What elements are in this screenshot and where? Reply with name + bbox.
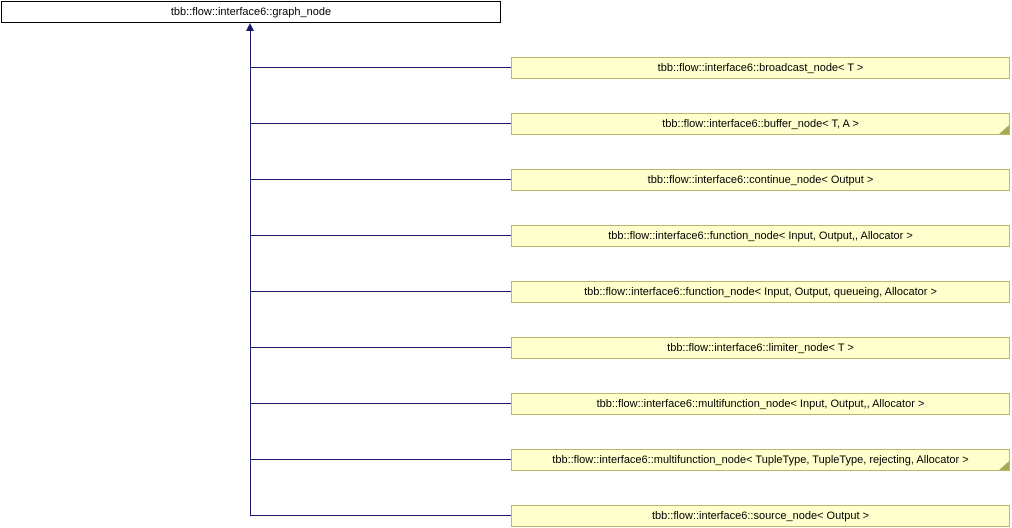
class-node-label: tbb::flow::interface6::function_node< Input, Output, queueing, Allocator > xyxy=(584,286,937,298)
inheritance-row xyxy=(0,57,1012,79)
class-node-label: tbb::flow::interface6::multifunction_node< TupleType, TupleType, rejecting, Allocator > xyxy=(552,454,969,466)
class-node-source-node[interactable] xyxy=(511,505,1010,527)
class-node-function-node-queueing[interactable] xyxy=(511,281,1010,303)
inheritance-edge xyxy=(250,291,511,292)
class-node-graph-node[interactable] xyxy=(1,1,501,23)
inheritance-row xyxy=(0,113,1012,135)
class-node-function-node[interactable] xyxy=(511,225,1010,247)
class-node-multifunction-node[interactable] xyxy=(511,393,1010,415)
class-node-label: tbb::flow::interface6::function_node< Input, Output,, Allocator > xyxy=(608,230,913,242)
inheritance-edge xyxy=(250,123,511,124)
inheritance-edge xyxy=(250,67,511,68)
class-node-buffer-node[interactable] xyxy=(511,113,1010,135)
inheritance-edge xyxy=(250,235,511,236)
class-node-limiter-node[interactable] xyxy=(511,337,1010,359)
inheritance-edge xyxy=(250,179,511,180)
inheritance-row xyxy=(0,281,1012,303)
class-node-label: tbb::flow::interface6::buffer_node< T, A > xyxy=(662,118,859,130)
inheritance-row xyxy=(0,449,1012,471)
inheritance-row xyxy=(0,225,1012,247)
class-node-label: tbb::flow::interface6::graph_node xyxy=(170,6,332,18)
inheritance-edge xyxy=(250,403,511,404)
class-node-label: tbb::flow::interface6::source_node< Output > xyxy=(651,510,870,522)
inheritance-row xyxy=(0,505,1012,527)
inheritance-row xyxy=(0,337,1012,359)
inheritance-trunk-edge xyxy=(250,29,251,516)
fold-corner-icon xyxy=(999,125,1009,134)
class-node-continue-node[interactable] xyxy=(511,169,1010,191)
inheritance-row xyxy=(0,169,1012,191)
class-node-label: tbb::flow::interface6::continue_node< Output > xyxy=(647,174,874,186)
class-node-broadcast-node[interactable] xyxy=(511,57,1010,79)
class-node-label: tbb::flow::interface6::multifunction_node< Input, Output,, Allocator > xyxy=(596,398,925,410)
fold-corner-icon xyxy=(999,461,1009,470)
inheritance-edge xyxy=(250,459,511,460)
inheritance-edge xyxy=(250,515,511,516)
inheritance-row xyxy=(0,393,1012,415)
class-node-label: tbb::flow::interface6::limiter_node< T > xyxy=(667,342,854,354)
inheritance-edge xyxy=(250,347,511,348)
class-node-multifunction-node-tupletype[interactable] xyxy=(511,449,1010,471)
class-node-label: tbb::flow::interface6::broadcast_node< T > xyxy=(657,62,864,74)
